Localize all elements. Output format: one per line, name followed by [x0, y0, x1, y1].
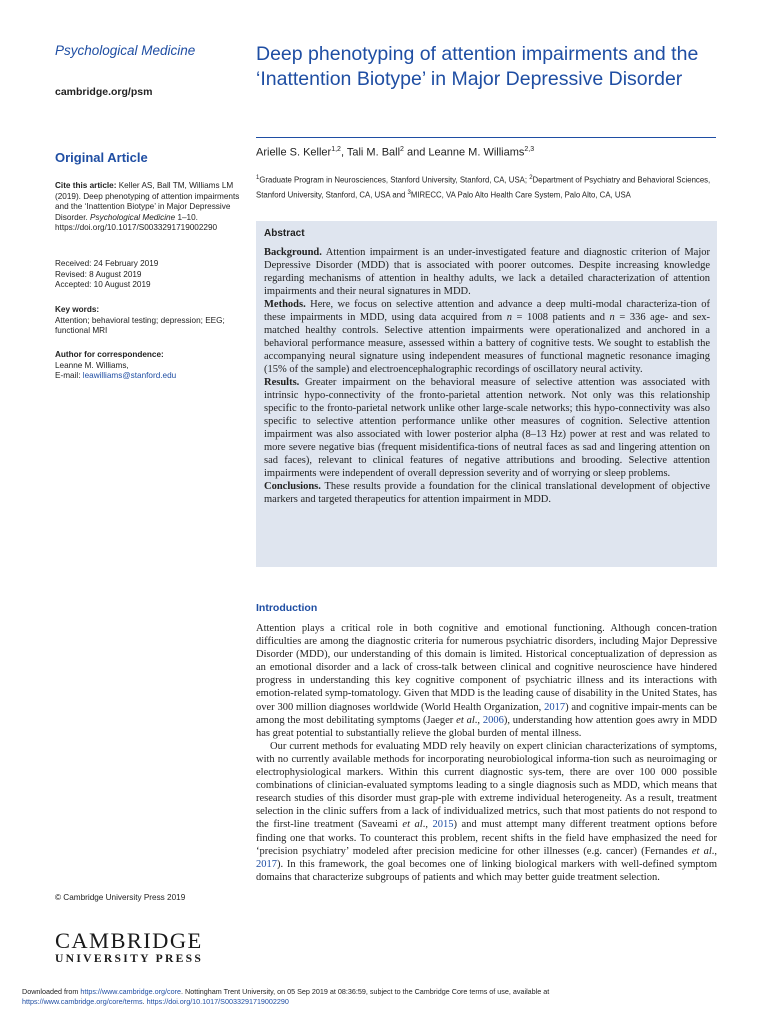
body-text: Our current methods for evaluating MDD rely heavily on expert clinician characterizations of symptoms, with no currently available methods for incorporating neurobiological informa-tion such as neuroimaging or electrophysiological markers. Within this current diagnostic sys-tem, there are over 100 000 possible combinations of clinician-evaluated symptoms leading to a single diagnosis such as MDD, which means that research studies of this disorder must grap-ple with extreme individual heterogeneity. As a result, treatment selection in the clinic suffers from a lack of individualized metrics, such that most patients do not respond to the first-line treatment (Saveami: [256, 740, 717, 831]
author-list: [256, 146, 534, 159]
abstract-text: These results provide a foundation for the clinical translational development of objective markers and targeted therapeutics for attention impairment in MDD.: [264, 481, 710, 505]
cite-authors: Keller AS, Ball TM, Williams LM (2019). Deep phenotyping of attention impairments and the ‘Inattention Biotype’ in Major Depressive Disorder.: [55, 181, 240, 222]
abstract-section-label: Methods.: [264, 299, 306, 310]
citation-link[interactable]: 2017: [544, 701, 566, 713]
keywords: Attention; behavioral testing; depression; EEG; functional MRI: [55, 315, 225, 335]
abstract-text: Greater impairment on the behavioral measure of selective attention was associated with intrinsic hypo-connectivity of the fronto-parietal attention network. Not only was this relationship specific to the fronto-parietal network unlike other large-scale networks; this hypo-connectivity was also specific to selective attention performance unlike other measures of cognition. Selective attention impairment was also associated with lower posterior alpha (8–13 Hz) power at rest and was related to more severe negative bias (frequent misidentifica-tions of neutral faces as sad and lingering attention on sad faces), relevant to clinical features of negative attributions and brooding. Selective attention impairments were independent of overall depression severity and of worrying or sleep problems.: [264, 377, 710, 479]
email-label: E-mail:: [55, 371, 81, 380]
abstract-text: Attention impairment is an under-investigated feature and diagnostic criterion of Major Depressive Disorder (MDD) that is associated with poorer outcomes. Despite increasing knowledge regarding mechanisms of attention in healthy adults, we lack a detailed characterization of attention impairments and their neural signatures in MDD.: [264, 247, 710, 297]
citation-link[interactable]: 2017: [256, 858, 277, 870]
cambridge-logo: [55, 930, 203, 966]
cite-label: Cite this article:: [55, 181, 117, 190]
author-affil-sup: 2,3: [524, 146, 535, 153]
email-link[interactable]: leawilliams@stanford.edu: [82, 371, 177, 380]
article-type: Original Article: [55, 150, 148, 165]
author-name: Arielle S. Keller: [256, 146, 332, 159]
abstract-section-label: Background.: [264, 247, 322, 258]
author-name: , Tali M. Ball: [340, 146, 401, 159]
introduction-body: [256, 622, 717, 884]
body-text: Attention plays a critical role in both cognitive and emotional functioning. Although concen-tration difficulties are among the diagnostic criteria for numerous psychiatric disorders, including Major Depressive Disorder (MDD), our understanding of this domain is limited. Historical conceptualization of depression as an emotional disorder and a lack of cross-talk between clinical and cognitive neuroscience have hindered progress in understanding this key cognitive component of psychiatric illness and its interactions with emotion-related symp-tomatology. Given that MDD is the leading cause of disability in the United States, has over 300 million diagnoses worldwide (World Health Organization,: [256, 623, 717, 713]
terms-link[interactable]: https://www.cambridge.org/core/terms: [22, 997, 143, 1006]
author-affil-sup: 1,2: [331, 146, 341, 153]
abstract-body: [264, 246, 710, 506]
introduction-heading: Introduction: [256, 602, 318, 614]
core-link[interactable]: https://www.cambridge.org/core: [80, 987, 182, 996]
correspondence-block: [55, 350, 240, 382]
cite-journal: Psychological Medicine: [90, 212, 176, 222]
keywords-block: [55, 305, 240, 337]
citation-link[interactable]: 2015: [432, 819, 454, 831]
copyright: © Cambridge University Press 2019: [55, 893, 186, 902]
abstract-conclusions: [264, 480, 710, 506]
body-text: et al: [402, 819, 423, 831]
body-text: .,: [422, 819, 433, 831]
affiliation: Department of Psychiatry and Behavioral Sciences, Stanford University, Stanford, CA, USA and: [256, 175, 711, 200]
download-footer: [22, 987, 752, 1007]
body-text: .,: [711, 845, 717, 857]
keywords-label: Key words:: [55, 305, 100, 314]
abstract-results: [264, 376, 710, 480]
affiliations: [256, 172, 718, 201]
body-text: ) and cognitive impair-ments can be among the most debilitating symptoms (Jaeger: [256, 701, 717, 726]
body-text: ) and must attempt many different treatment options before finding one that works. To counteract this problem, recent shifts in the field have emphasized the need for ‘precision psychiatry’ modeled after precision medicine for other illnesses (e.g. cancer) (Fernandes: [256, 819, 717, 857]
author-name: and Leanne M. Williams: [403, 146, 525, 159]
abstract-methods: [264, 298, 710, 376]
correspondence-name: Leanne M. Williams,: [55, 360, 129, 370]
affiliation: MIRECC, VA Palo Alto Health Care System, Palo Alto, CA, USA: [410, 190, 631, 200]
affil-sup: 1: [256, 175, 260, 181]
abstract-text: Here, we focus on selective attention and advance a deep multi-modal characteriza-tion of these impairments in MDD, using data acquired from: [264, 299, 710, 323]
cite-rest: 1–10. https://doi.org/10.1017/S0033291719002290: [55, 212, 218, 232]
footer-text: . Nottingham Trent University, on 05 Sep 2019 at 08:36:59, subject to the Cambridge Core terms of use, available at: [181, 987, 550, 996]
intro-paragraph: [256, 622, 717, 740]
abstract-background: [264, 246, 710, 298]
dates-block: [55, 259, 240, 291]
abstract-heading: Abstract: [264, 228, 305, 239]
affil-sup: 2: [529, 175, 533, 181]
abstract-var: n: [609, 312, 615, 323]
body-text: .,: [474, 714, 483, 726]
body-text: ). In this framework, the goal becomes one of linking biological markers with well-defined symptom domains that characterize subgroups of patients and which may better guide treatment selection.: [256, 858, 717, 883]
abstract-text: = 336 age- and sex-matched healthy controls. Selective attention impairments were operationalized and anchored in a behavioral performance measure, assessed within a battery of cognitive tests. We sought to establish the accompanying neural signature using independent measures of functional magnetic resonance imaging (15% of the sample) and electroencephalographic recordings of oscillatory neural activity.: [264, 312, 710, 375]
abstract-var: n: [506, 312, 512, 323]
doi-link[interactable]: https://doi.org/10.1017/S0033291719002290: [146, 997, 289, 1006]
journal-url[interactable]: cambridge.org/psm: [55, 86, 153, 98]
received-date: Received: 24 February 2019: [55, 259, 159, 268]
affiliation: Graduate Program in Neurosciences, Stanford University, Stanford, CA, USA;: [259, 175, 530, 185]
abstract-section-label: Conclusions.: [264, 481, 321, 492]
affil-sup: 3: [407, 189, 411, 196]
logo-sub: UNIVERSITY PRESS: [55, 952, 204, 965]
body-text: ), understanding how attention goes awry in MDD has great potential to substantially relieve the global burden of mental illness.: [256, 714, 718, 739]
abstract-box: [256, 221, 717, 567]
correspondence-label: Author for correspondence:: [55, 350, 164, 359]
citation-block: [55, 181, 240, 234]
intro-paragraph: [256, 740, 717, 884]
accepted-date: Accepted: 10 August 2019: [55, 280, 151, 289]
title-divider: [256, 137, 716, 138]
footer-text: Downloaded from: [22, 987, 81, 996]
citation-link[interactable]: 2006: [482, 714, 504, 726]
article-title: Deep phenotyping of attention impairments and the ‘Inattention Biotype’ in Major Depressive Disorder: [256, 43, 699, 90]
journal-name: Psychological Medicine: [55, 43, 196, 58]
body-text: et al: [691, 845, 712, 857]
logo-main: CAMBRIDGE: [55, 928, 203, 953]
revised-date: Revised: 8 August 2019: [55, 269, 142, 279]
abstract-section-label: Results.: [264, 377, 300, 388]
body-text: et al: [456, 714, 475, 726]
author-affil-sup: 2: [400, 146, 404, 153]
footer-text: .: [142, 997, 147, 1006]
abstract-text: = 1008 patients and: [511, 312, 610, 323]
